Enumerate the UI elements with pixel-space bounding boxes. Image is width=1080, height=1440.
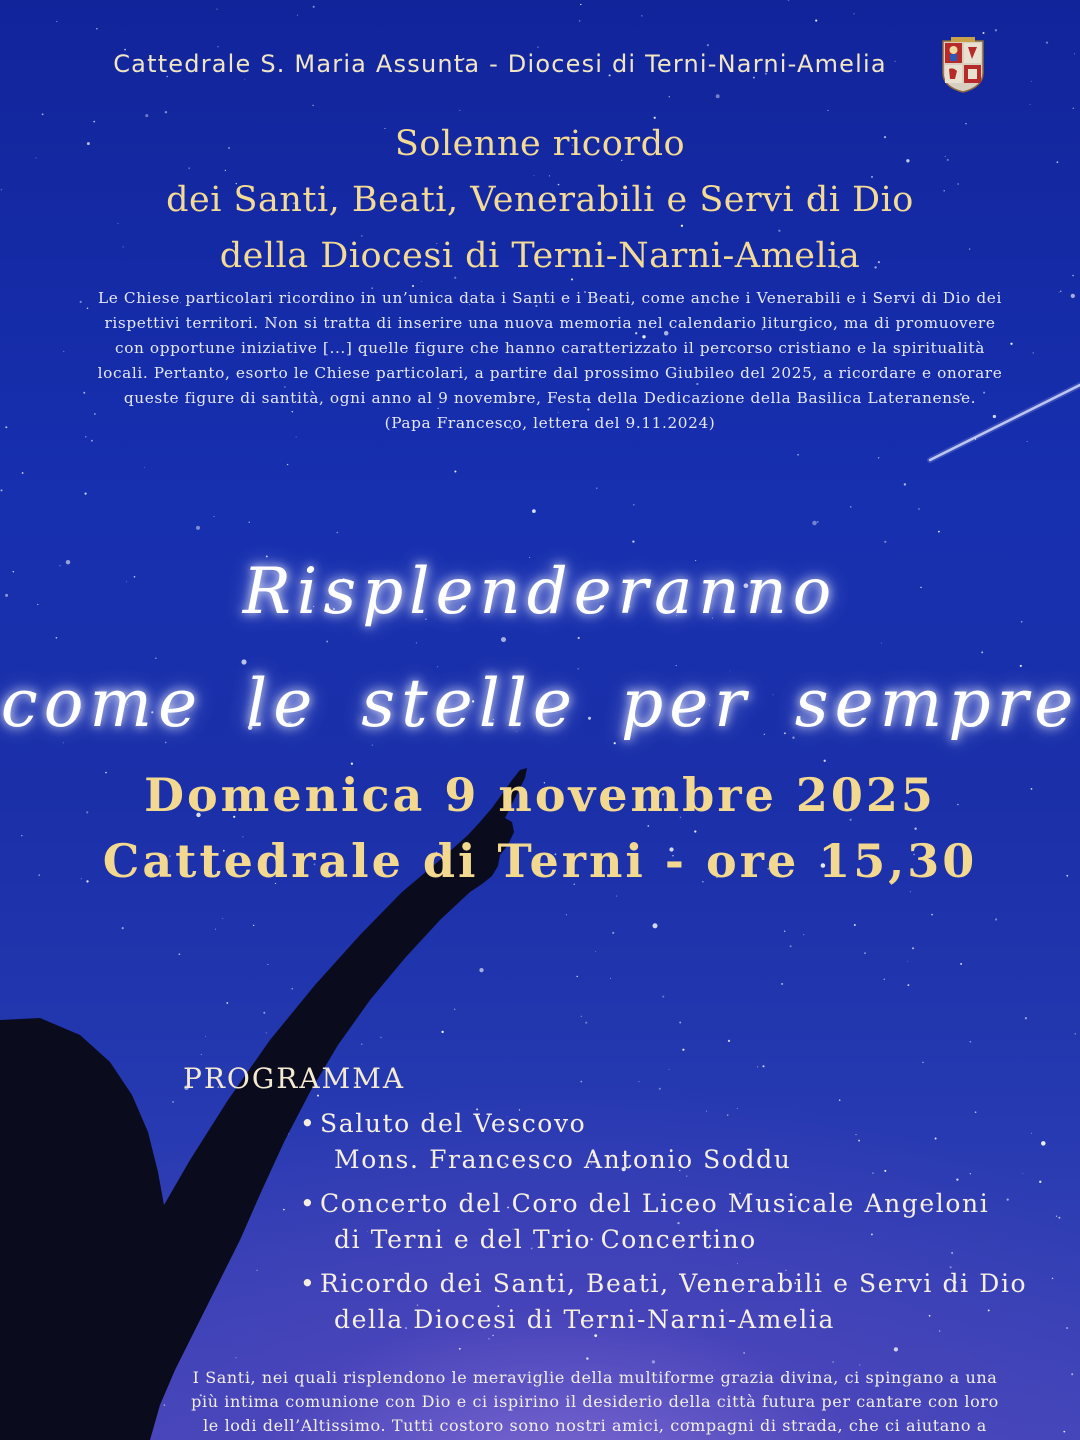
bullet-icon: • <box>300 1269 317 1298</box>
event-date: Domenica 9 novembre 2025 <box>144 768 936 822</box>
title-line-2: dei Santi, Beati, Venerabili e Servi di Dio <box>166 180 914 220</box>
programma-item-line-2: Mons. Francesco Antonio Soddu <box>334 1145 792 1174</box>
motto-line-1: Risplenderanno <box>242 555 838 629</box>
closing-line-1: I Santi, nei quali risplendono le meraviglie della multiforme grazia divina, ci spingano a una <box>192 1368 998 1387</box>
title-line-1: Solenne ricordo <box>394 124 686 164</box>
bullet-icon: • <box>300 1189 317 1218</box>
quote-line-1: Le Chiese particolari ricordino in un’unica data i Santi e i Beati, come anche i Venerabili e i Servi di Dio dei <box>98 289 1002 307</box>
programma-item-line-1: Saluto del Vescovo <box>320 1109 587 1138</box>
programma-list <box>300 1106 1030 1346</box>
programma-item <box>300 1186 1030 1258</box>
closing-line-3: le lodi dell’Altissimo. Tutti costoro sono nostri amici, compagni di strada, che ci aiutano a <box>203 1416 987 1435</box>
quote-line-2: rispettivi territori. Non si tratta di inserire una nuova memoria nel calendario liturgico, ma di promuovere <box>104 314 996 332</box>
quote-line-5: queste figure di santità, ogni anno al 9 novembre, Festa della Dedicazione della Basilica Lateranense. <box>123 389 977 407</box>
programma-item-line-2: della Diocesi di Terni-Narni-Amelia <box>334 1305 835 1334</box>
title-line-3: della Diocesi di Terni-Narni-Amelia <box>219 236 861 276</box>
bullet-icon: • <box>300 1109 317 1138</box>
quote-attribution: (Papa Francesco, lettera del 9.11.2024) <box>384 414 716 432</box>
event-place-time: Cattedrale di Terni - ore 15,30 <box>102 834 978 888</box>
quote-line-3: con opportune iniziative [...] quelle figure che hanno caratterizzato il percorso cristiano e la spiritualità <box>115 339 985 357</box>
programma-item <box>300 1266 1030 1338</box>
programma-heading: PROGRAMMA <box>183 1062 406 1095</box>
header-cathedral-diocese: Cattedrale S. Maria Assunta - Diocesi di Terni-Narni-Amelia <box>113 50 887 78</box>
motto-line-2: come le stelle per sempre <box>0 665 1080 742</box>
quote-line-4: locali. Pertanto, esorto le Chiese particolari, a partire dal prossimo Giubileo del 2025, a ricordare e onorare <box>97 364 1003 382</box>
programma-item-line-1: Concerto del Coro del Liceo Musicale Angeloni <box>320 1189 990 1218</box>
programma-item-line-1: Ricordo dei Santi, Beati, Venerabili e Servi di Dio <box>320 1269 1028 1298</box>
closing-quote <box>150 1366 1040 1438</box>
programma-item <box>300 1106 1030 1178</box>
closing-line-2: più intima comunione con Dio e ci ispirino il desiderio della città futura per cantare con loro <box>191 1392 999 1411</box>
programma-item-line-2: di Terni e del Trio Concertino <box>334 1225 757 1254</box>
